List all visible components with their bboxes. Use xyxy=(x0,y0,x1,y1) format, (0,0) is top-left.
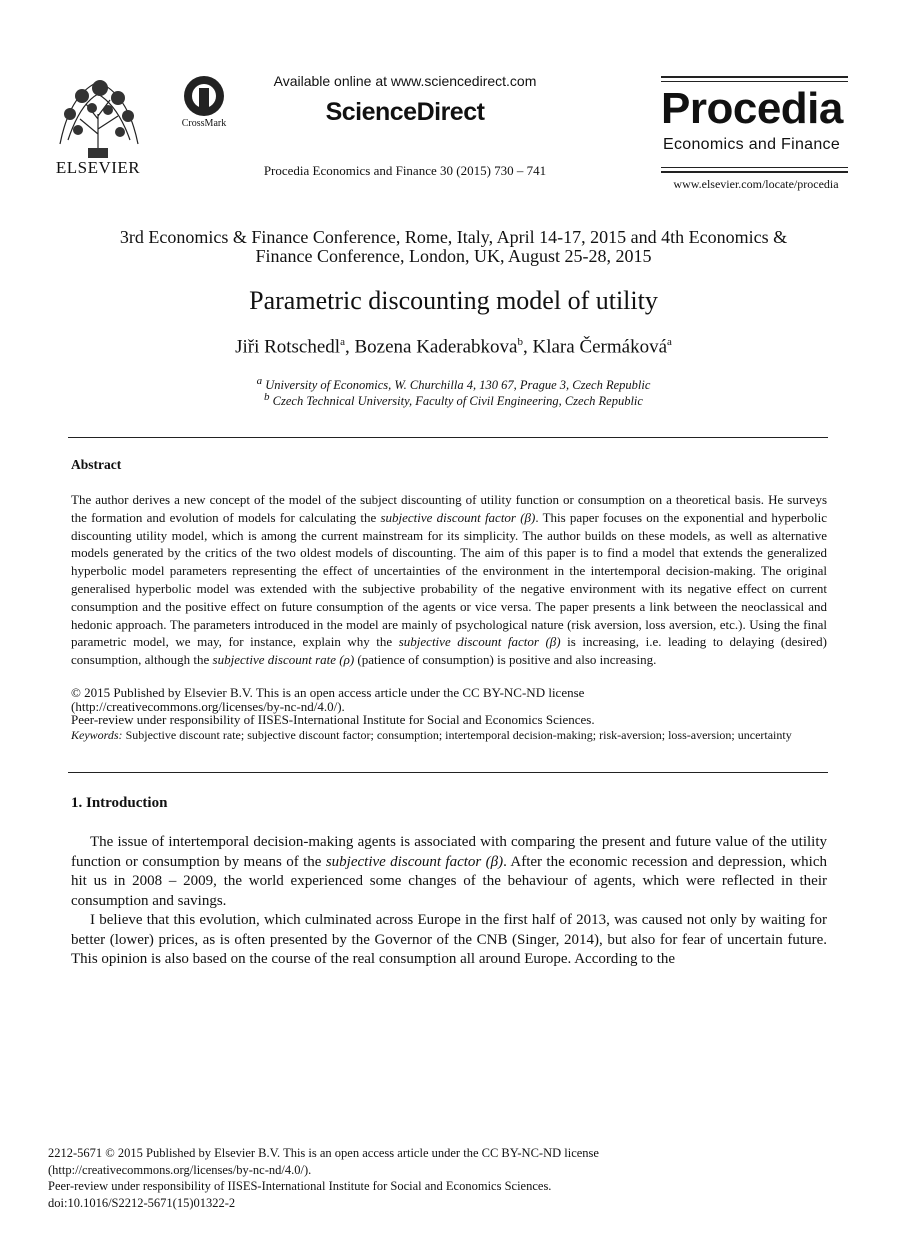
keywords-text: Subjective discount rate; subjective discount factor; consumption; intertemporal decision-making; risk-aversion; loss-aversion; uncertainty xyxy=(122,728,792,742)
affiliation-marker: b xyxy=(517,336,523,348)
publisher-name: ELSEVIER xyxy=(55,158,141,177)
section-heading: 1. Introduction xyxy=(71,795,168,811)
affiliation-text: Czech Technical University, Faculty of Civil Engineering, Czech Republic xyxy=(272,394,643,409)
crossmark-label: CrossMark xyxy=(181,118,227,129)
divider xyxy=(661,171,848,173)
divider xyxy=(661,167,848,168)
footer-issn: 2212-5671 © 2015 Published by Elsevier B.V. This is an open access article under the CC BY-NC-ND license xyxy=(48,1146,599,1160)
affiliation-text: University of Economics, W. Churchilla 4, 130 67, Prague 3, Czech Republic xyxy=(265,378,651,393)
journal-url-link[interactable]: www.elsevier.com/locate/procedia xyxy=(673,177,839,191)
divider xyxy=(661,81,848,82)
abstract-run: . This paper focuses on the exponential and hyperbolic discounting utility model, which is among the current mainstream for its simplicity. The author builds on these models, as well as alternative models generated by the critics of the two oldest models of discounting. The aim of this paper is to find a model that extends the generalized hyperbolic model parameters representing the effect of uncertainties of the environment in the intertemporal decision-making. The original generalised hyperbolic model was extended with the subjective probability of the negative environment with its negative effect on current consumption and the positive effect on future consumption of the agents or vice versa. The paper presents a link between the neoclassical and hedonic approach. The parameters introduced in the model are mainly of psychological nature (risk aversion, loss aversion, etc.). Using the final parametric model, we may, for instance, explain why the xyxy=(71,509,828,650)
conference-info xyxy=(60,228,847,266)
author-name: Bozena Kaderabkova xyxy=(354,336,518,358)
conference-line: Finance Conference, London, UK, August 25-28, 2015 xyxy=(255,246,652,266)
journal-logo: Procedia xyxy=(661,84,843,133)
author-name: Klara Čermáková xyxy=(532,336,668,358)
author-name: Jiři Rotschedl xyxy=(235,336,341,358)
divider xyxy=(68,772,828,773)
abstract-emphasis: subjective discount factor (β) xyxy=(398,634,561,650)
abstract-heading: Abstract xyxy=(71,457,122,472)
footer-doi: doi:10.1016/S2212-5671(15)01322-2 xyxy=(48,1195,236,1210)
abstract-run: is increasing, i.e. leading to delaying (desired) consumption, although the xyxy=(71,634,827,668)
paragraph-run: . After the economic recession and depression, which hit us in 2008 – 2009, the world experienced some changes of the behaviour of agents, which were reflected in their consumption and savings. xyxy=(71,853,828,909)
abstract-run: The author derives a new concept of the model of the subject discounting of utility function or consumption on a theoretical basis. He surveys the formation and evolution of models for calculating the xyxy=(71,492,827,525)
affiliation-marker: a xyxy=(667,336,672,348)
paragraph: I believe that this evolution, which culminated across Europe in the first half of 2013, was caused not only by waiting for better (lower) prices, as is often presented by the Governor of the CNB (Singer, 2014), but also for fear of uncertain future. This opinion is also based on the course of the real consumption all around Europe. According to the xyxy=(71,912,827,967)
affiliation-marker: b xyxy=(264,391,270,403)
paragraph xyxy=(71,833,827,911)
author-list: Jiři Rotschedl$^a$, Bozena Kaderabkova$^b$, Klara Čermáková$^a$ xyxy=(235,336,672,358)
intro-body xyxy=(71,833,827,970)
footer-license-link[interactable]: (http://creativecommons.org/licenses/by-nc-nd/4.0/). xyxy=(48,1162,312,1177)
keywords xyxy=(71,727,827,744)
paragraph-emphasis: subjective discount factor (β) xyxy=(325,853,504,870)
copyright-line: © 2015 Published by Elsevier B.V. This is an open access article under the CC BY-NC-ND license xyxy=(71,685,585,700)
paper-title: Parametric discounting model of utility xyxy=(249,286,658,315)
license-link[interactable]: (http://creativecommons.org/licenses/by-nc-nd/4.0/). xyxy=(71,699,345,714)
peer-review-line: Peer-review under responsibility of IISES-International Institute for Social and Economics Sciences. xyxy=(71,712,595,727)
divider xyxy=(661,76,848,78)
footer-peer-review: Peer-review under responsibility of IISES-International Institute for Social and Economics Sciences. xyxy=(48,1179,552,1193)
abstract-emphasis: subjective discount factor (β) xyxy=(380,509,536,525)
footer xyxy=(48,1145,748,1211)
divider xyxy=(68,437,828,438)
affiliation-marker: a xyxy=(256,375,263,387)
journal-logo-subtitle: Economics and Finance xyxy=(663,136,841,153)
abstract-text xyxy=(71,491,827,669)
available-online-text: Available online at www.sciencedirect.com xyxy=(273,73,537,89)
sciencedirect-logo: ScienceDirect xyxy=(325,98,485,126)
journal-reference: Procedia Economics and Finance 30 (2015) 730 – 741 xyxy=(263,163,547,178)
keywords-label: Keywords: xyxy=(71,728,123,742)
abstract-run: (patience of consumption) is positive and also increasing. xyxy=(354,652,657,668)
abstract-emphasis: subjective discount rate (ρ) xyxy=(212,652,355,668)
conference-line: 3rd Economics & Finance Conference, Rome, Italy, April 14-17, 2015 and 4th Economics & xyxy=(119,227,788,247)
paragraph-run: The issue of intertemporal decision-making agents is associated with comparing the present and future value of the utility function or consumption by means of the xyxy=(71,834,827,870)
affiliation-marker: a xyxy=(340,336,345,348)
affiliation xyxy=(60,391,847,409)
